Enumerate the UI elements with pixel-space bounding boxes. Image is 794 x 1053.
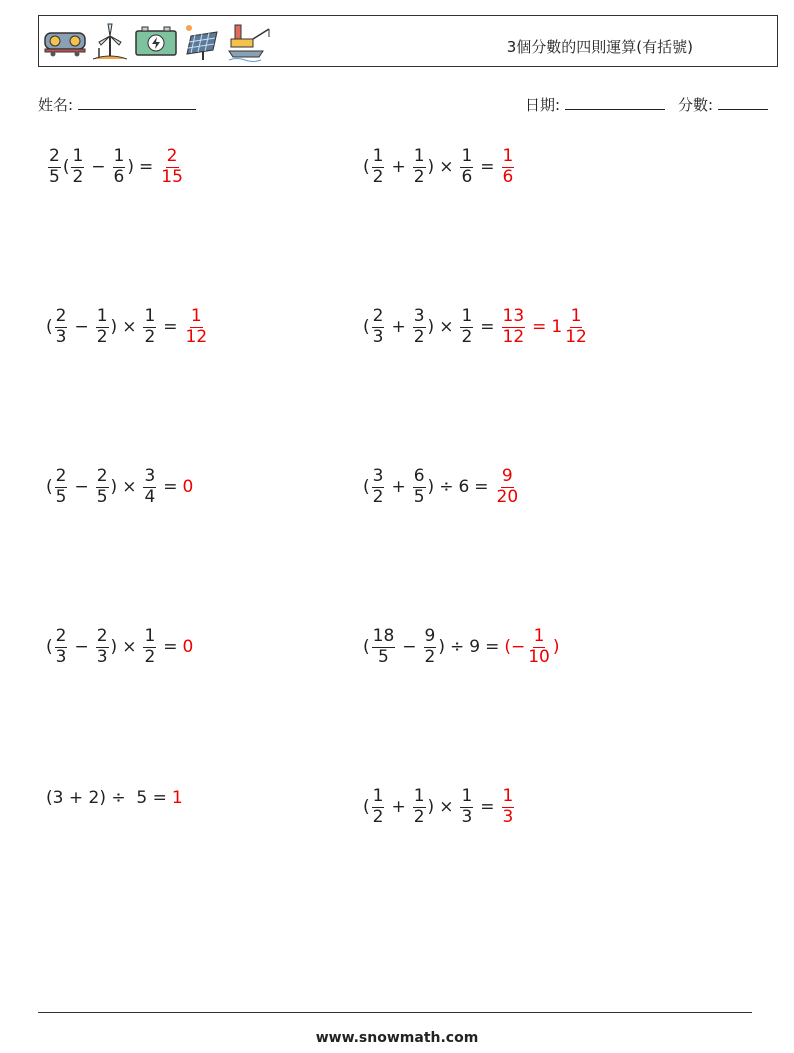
header-icons bbox=[43, 20, 273, 64]
fraction: $\frac{3}{2}$ bbox=[372, 466, 384, 507]
worksheet-header bbox=[38, 15, 778, 67]
footer-divider bbox=[38, 1012, 752, 1013]
problem-6: ( $\frac{3}{2}$ + $\frac{6}{5}$ ) ÷ 6 = $\frac{9}{20}$ bbox=[363, 468, 521, 507]
fraction: $\frac{2}{5}$ bbox=[55, 466, 67, 507]
problem-7: ( $\frac{2}{3}$ − $\frac{2}{3}$ ) × $\frac{1}{2}$ = 0 bbox=[46, 626, 194, 667]
problem-3: ( $\frac{2}{3}$ − $\frac{1}{2}$ ) × $\frac{1}{2}$ = $\frac{1}{12}$ bbox=[46, 308, 210, 347]
oil-platform-icon bbox=[227, 21, 273, 63]
fraction: $\frac{18}{5}$ bbox=[372, 626, 395, 667]
problem-2: ( $\frac{1}{2}$ + $\frac{1}{2}$ ) × $\frac{1}{6}$ = $\frac{1}{6}$ bbox=[363, 148, 516, 187]
answer: $\frac{9}{20}$ bbox=[496, 466, 519, 507]
score-label: 分數: bbox=[678, 96, 714, 114]
date-blank[interactable] bbox=[565, 95, 665, 110]
fraction: $\frac{1}{2}$ bbox=[413, 146, 425, 187]
problem-5: ( $\frac{2}{5}$ − $\frac{2}{5}$ ) × $\frac{3}{4}$ = 0 bbox=[46, 466, 194, 507]
answer: $\frac{2}{15}$ bbox=[161, 146, 183, 187]
fraction: $\frac{1}{2}$ bbox=[144, 306, 156, 347]
answer: $\frac{1}{6}$ bbox=[502, 146, 514, 187]
fraction: $\frac{1}{2}$ bbox=[413, 786, 425, 827]
wind-turbine-icon bbox=[91, 22, 129, 62]
fraction: $\frac{1}{2}$ bbox=[96, 306, 108, 347]
answer: $\frac{1}{3}$ bbox=[502, 786, 514, 827]
fraction: $\frac{9}{2}$ bbox=[424, 626, 436, 667]
date-field bbox=[525, 94, 665, 115]
fraction: $\frac{3}{4}$ bbox=[144, 466, 156, 507]
answer: 0 bbox=[182, 637, 194, 658]
fraction: $\frac{2}{5}$ bbox=[49, 146, 60, 187]
answer: $\frac{13}{12}$ = 1 $\frac{1}{12}$ bbox=[502, 306, 587, 347]
fraction: $\frac{1}{2}$ bbox=[372, 786, 384, 827]
worksheet-title: 3個分數的四則運算(有括號) bbox=[506, 38, 693, 56]
problem-4: ( $\frac{2}{3}$ + $\frac{3}{2}$ ) × $\frac{1}{2}$ = $\frac{13}{12}$ = 1 $\frac{1}{12}$ bbox=[363, 308, 590, 347]
problem-8: ( $\frac{18}{5}$ − $\frac{9}{2}$ ) ÷ 9 = (− $\frac{1}{10}$ ) bbox=[363, 626, 560, 667]
fraction: $\frac{1}{6}$ bbox=[113, 146, 125, 187]
fraction: $\frac{2}{3}$ bbox=[96, 626, 108, 667]
solar-panel-icon bbox=[183, 22, 223, 62]
fraction: $\frac{3}{2}$ bbox=[413, 306, 425, 347]
fraction: $\frac{1}{6}$ bbox=[461, 146, 473, 187]
fraction: $\frac{1}{2}$ bbox=[461, 306, 473, 347]
problem-1: $\frac{2}{5}$ ( $\frac{1}{2}$ − $\frac{1}{6}$ ) = $\frac{2}{15}$ bbox=[46, 148, 186, 187]
answer: 0 bbox=[182, 477, 194, 498]
score-blank[interactable] bbox=[718, 95, 768, 110]
battery-icon bbox=[133, 26, 179, 58]
answer: 1 bbox=[171, 788, 183, 808]
problem-10: ( $\frac{1}{2}$ + $\frac{1}{2}$ ) × $\frac{1}{3}$ = $\frac{1}{3}$ bbox=[363, 788, 516, 827]
fraction: $\frac{1}{3}$ bbox=[461, 786, 473, 827]
problem-9: (3 + 2) ÷ 5 = 1 bbox=[46, 788, 183, 808]
fraction: $\frac{1}{2}$ bbox=[72, 146, 84, 187]
answer: $\frac{1}{12}$ bbox=[185, 306, 208, 347]
fraction: $\frac{2}{3}$ bbox=[55, 626, 67, 667]
score-field bbox=[678, 94, 768, 115]
footer-url[interactable]: www.snowmath.com bbox=[315, 1030, 479, 1046]
answer: (− $\frac{1}{10}$ ) bbox=[504, 626, 560, 667]
tank-wagon-icon bbox=[43, 27, 87, 57]
name-blank[interactable] bbox=[78, 95, 196, 110]
fraction: $\frac{2}{3}$ bbox=[55, 306, 67, 347]
name-label: 姓名: bbox=[38, 96, 74, 114]
fraction: $\frac{1}{2}$ bbox=[372, 146, 384, 187]
name-field bbox=[38, 94, 196, 115]
fraction: $\frac{2}{3}$ bbox=[372, 306, 384, 347]
fraction: $\frac{2}{5}$ bbox=[96, 466, 108, 507]
date-label: 日期: bbox=[525, 96, 561, 114]
fraction: $\frac{1}{2}$ bbox=[144, 626, 156, 667]
fraction: $\frac{6}{5}$ bbox=[413, 466, 425, 507]
